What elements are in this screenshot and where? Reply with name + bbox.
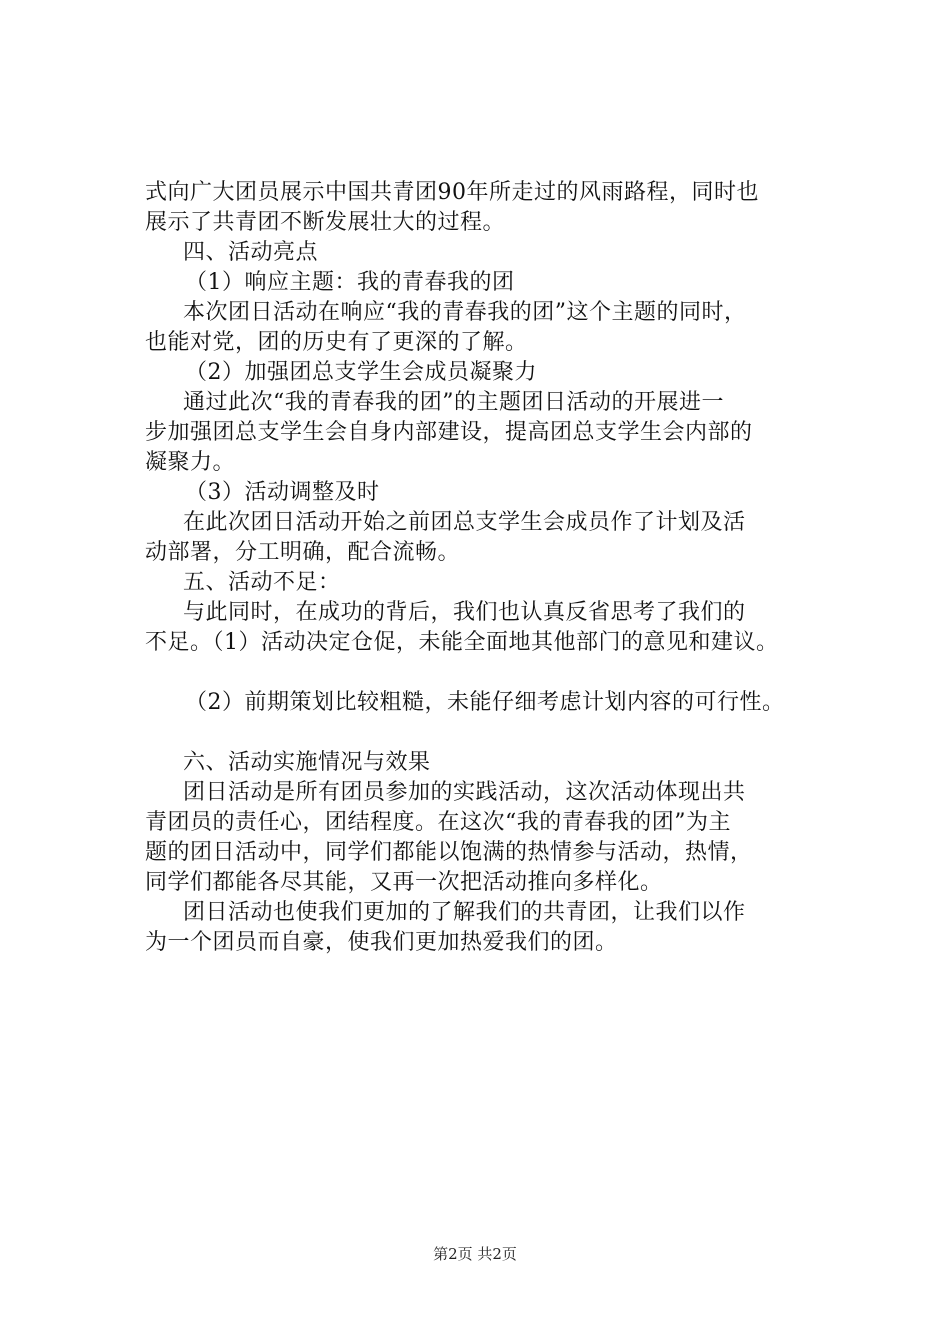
page-number-label: 第2页 共2页 [433, 1245, 517, 1263]
paragraph-line: 凝聚力。 [145, 450, 236, 475]
paragraph-line: 也能对党，团的历史有了更深的了解。 [145, 330, 528, 355]
blank-line [145, 718, 845, 748]
paragraph-line: 展示了共青团不断发展壮大的过程。 [145, 210, 506, 235]
paragraph-line: 题的团日活动中，同学们都能以饱满的热情参与活动，热情， [145, 840, 753, 865]
paragraph-line: 与此同时，在成功的背后，我们也认真反省思考了我们的 [183, 600, 746, 625]
subsection-heading: （3）活动调整及时 [185, 480, 380, 505]
subsection-heading: （2）加强团总支学生会成员凝聚力 [185, 360, 537, 385]
page-footer [0, 1244, 950, 1264]
paragraph-line: （2）前期策划比较粗糙，未能仔细考虑计划内容的可行性。 [185, 690, 785, 715]
paragraph-line: 青团员的责任心，团结程度。在这次“我的青春我的团”为主 [145, 810, 731, 835]
paragraph-line: 团日活动是所有团员参加的实践活动，这次活动体现出共 [183, 780, 746, 805]
paragraph-line: 在此次团日活动开始之前团总支学生会成员作了计划及活 [183, 510, 746, 535]
paragraph-line: 团日活动也使我们更加的了解我们的共青团，让我们以作 [183, 900, 746, 925]
paragraph-line: 同学们都能各尽其能，又再一次把活动推向多样化。 [145, 870, 663, 895]
paragraph-line: 步加强团总支学生会自身内部建设，提高团总支学生会内部的 [145, 420, 753, 445]
document-body [145, 178, 845, 958]
paragraph-line: 本次团日活动在响应“我的青春我的团”这个主题的同时， [183, 300, 747, 325]
paragraph-line: 式向广大团员展示中国共青团90年所走过的风雨路程，同时也 [145, 180, 759, 205]
section-heading: 五、活动不足： [183, 570, 341, 595]
blank-line [145, 658, 845, 688]
paragraph-line: 动部署，分工明确，配合流畅。 [145, 540, 461, 565]
paragraph-line: 为一个团员而自豪，使我们更加热爱我们的团。 [145, 930, 618, 955]
paragraph-line: 通过此次“我的青春我的团”的主题团日活动的开展进一 [183, 390, 724, 415]
paragraph-line: 不足。（1）活动决定仓促，未能全面地其他部门的意见和建议。 [145, 630, 779, 655]
subsection-heading: （1）响应主题：我的青春我的团 [185, 270, 515, 295]
section-heading: 六、活动实施情况与效果 [183, 750, 431, 775]
section-heading: 四、活动亮点 [183, 240, 319, 265]
